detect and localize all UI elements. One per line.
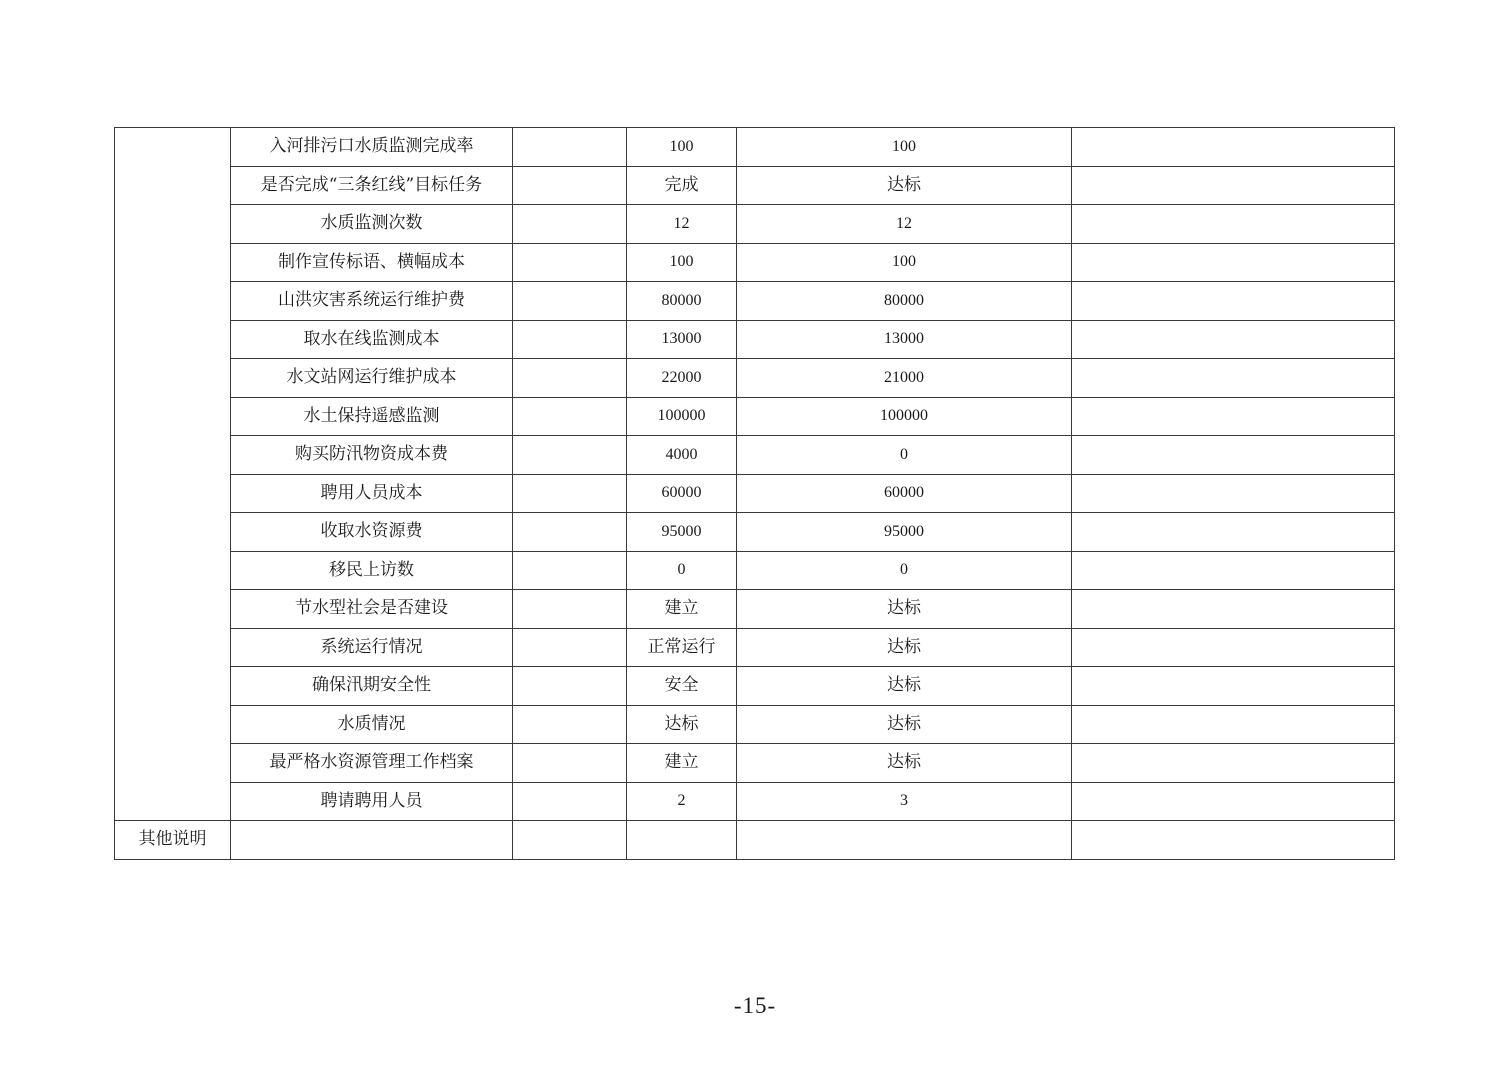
indicator-cell: 聘用人员成本	[231, 474, 513, 513]
blank-cell	[513, 782, 627, 821]
blank-cell	[513, 628, 627, 667]
target-value-cell: 达标	[627, 705, 737, 744]
target-value-cell: 完成	[627, 166, 737, 205]
remark-cell	[1072, 282, 1395, 321]
remark-cell	[1072, 513, 1395, 552]
indicator-cell: 取水在线监测成本	[231, 320, 513, 359]
blank-cell	[513, 205, 627, 244]
blank-cell	[513, 590, 627, 629]
table-row	[115, 744, 1395, 783]
target-value-cell: 95000	[627, 513, 737, 552]
blank-cell	[513, 474, 627, 513]
other-notes-label: 其他说明	[115, 821, 231, 860]
table-row	[115, 397, 1395, 436]
remark-cell	[1072, 205, 1395, 244]
blank-cell	[513, 128, 627, 167]
actual-value-cell: 达标	[737, 628, 1072, 667]
remark-cell	[1072, 397, 1395, 436]
remark-cell	[1072, 474, 1395, 513]
remark-cell	[1072, 590, 1395, 629]
actual-value-cell: 3	[737, 782, 1072, 821]
blank-cell	[513, 436, 627, 475]
target-value-cell: 100	[627, 128, 737, 167]
indicator-cell: 聘请聘用人员	[231, 782, 513, 821]
actual-value-cell: 0	[737, 551, 1072, 590]
target-value-cell: 建立	[627, 590, 737, 629]
target-value-cell: 安全	[627, 667, 737, 706]
other-notes-cell	[627, 821, 737, 860]
table-body	[115, 128, 1395, 860]
other-notes-cell	[513, 821, 627, 860]
indicator-cell: 水质监测次数	[231, 205, 513, 244]
indicator-cell: 系统运行情况	[231, 628, 513, 667]
target-value-cell: 60000	[627, 474, 737, 513]
actual-value-cell: 100	[737, 128, 1072, 167]
blank-cell	[513, 243, 627, 282]
actual-value-cell: 0	[737, 436, 1072, 475]
actual-value-cell: 达标	[737, 590, 1072, 629]
target-value-cell: 2	[627, 782, 737, 821]
actual-value-cell: 达标	[737, 744, 1072, 783]
indicator-cell: 确保汛期安全性	[231, 667, 513, 706]
table-row	[115, 513, 1395, 552]
table-row	[115, 282, 1395, 321]
blank-cell	[513, 320, 627, 359]
remark-cell	[1072, 128, 1395, 167]
target-value-cell: 13000	[627, 320, 737, 359]
page-number: -15-	[733, 993, 777, 1018]
remark-cell	[1072, 667, 1395, 706]
table-row	[115, 590, 1395, 629]
blank-cell	[513, 397, 627, 436]
blank-cell	[513, 282, 627, 321]
table-row	[115, 474, 1395, 513]
actual-value-cell: 80000	[737, 282, 1072, 321]
table-row	[115, 705, 1395, 744]
actual-value-cell: 100000	[737, 397, 1072, 436]
table-row	[115, 667, 1395, 706]
indicator-cell: 水文站网运行维护成本	[231, 359, 513, 398]
blank-cell	[513, 551, 627, 590]
blank-cell	[513, 359, 627, 398]
table-row	[115, 243, 1395, 282]
target-value-cell: 80000	[627, 282, 737, 321]
target-value-cell: 4000	[627, 436, 737, 475]
table-row	[115, 128, 1395, 167]
actual-value-cell: 达标	[737, 166, 1072, 205]
blank-cell	[513, 705, 627, 744]
table-row	[115, 205, 1395, 244]
remark-cell	[1072, 782, 1395, 821]
indicator-cell: 最严格水资源管理工作档案	[231, 744, 513, 783]
actual-value-cell: 12	[737, 205, 1072, 244]
indicator-cell: 入河排污口水质监测完成率	[231, 128, 513, 167]
table-row	[115, 551, 1395, 590]
target-value-cell: 100000	[627, 397, 737, 436]
table-row	[115, 166, 1395, 205]
remark-cell	[1072, 744, 1395, 783]
remark-cell	[1072, 243, 1395, 282]
blank-cell	[513, 744, 627, 783]
other-notes-cell	[1072, 821, 1395, 860]
remark-cell	[1072, 551, 1395, 590]
actual-value-cell: 21000	[737, 359, 1072, 398]
other-notes-cell	[231, 821, 513, 860]
indicator-cell: 节水型社会是否建设	[231, 590, 513, 629]
blank-cell	[513, 667, 627, 706]
indicator-cell: 收取水资源费	[231, 513, 513, 552]
actual-value-cell: 达标	[737, 667, 1072, 706]
remark-cell	[1072, 436, 1395, 475]
table-row	[115, 436, 1395, 475]
actual-value-cell: 达标	[737, 705, 1072, 744]
other-notes-row	[115, 821, 1395, 860]
actual-value-cell: 95000	[737, 513, 1072, 552]
category-cell	[115, 128, 231, 821]
indicator-cell: 水质情况	[231, 705, 513, 744]
target-value-cell: 0	[627, 551, 737, 590]
table-row	[115, 320, 1395, 359]
other-notes-cell	[737, 821, 1072, 860]
table-row	[115, 782, 1395, 821]
actual-value-cell: 100	[737, 243, 1072, 282]
actual-value-cell: 13000	[737, 320, 1072, 359]
target-value-cell: 100	[627, 243, 737, 282]
remark-cell	[1072, 705, 1395, 744]
table-row	[115, 359, 1395, 398]
indicator-cell: 购买防汛物资成本费	[231, 436, 513, 475]
blank-cell	[513, 166, 627, 205]
remark-cell	[1072, 359, 1395, 398]
indicator-cell: 水土保持遥感监测	[231, 397, 513, 436]
target-value-cell: 正常运行	[627, 628, 737, 667]
remark-cell	[1072, 166, 1395, 205]
blank-cell	[513, 513, 627, 552]
indicator-cell: 山洪灾害系统运行维护费	[231, 282, 513, 321]
table-row	[115, 628, 1395, 667]
target-value-cell: 建立	[627, 744, 737, 783]
target-value-cell: 22000	[627, 359, 737, 398]
indicator-cell: 是否完成“三条红线”目标任务	[231, 166, 513, 205]
target-value-cell: 12	[627, 205, 737, 244]
performance-table	[114, 127, 1395, 860]
indicator-cell: 移民上访数	[231, 551, 513, 590]
indicator-cell: 制作宣传标语、横幅成本	[231, 243, 513, 282]
remark-cell	[1072, 320, 1395, 359]
remark-cell	[1072, 628, 1395, 667]
actual-value-cell: 60000	[737, 474, 1072, 513]
